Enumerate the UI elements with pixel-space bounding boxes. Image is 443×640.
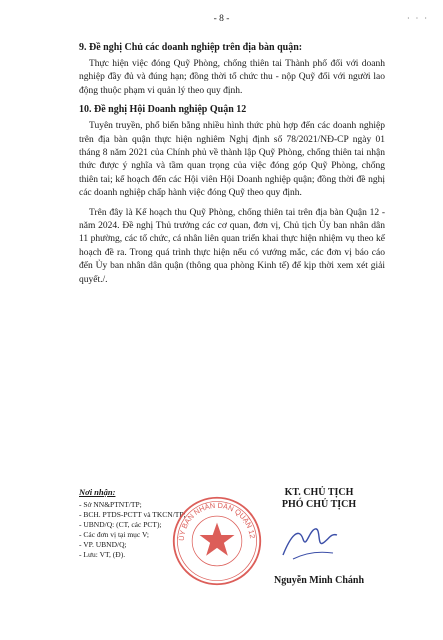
recipients-title: Nơi nhận: [79, 487, 116, 497]
signer-block [249, 487, 389, 586]
seal-text: ỦY BAN NHÂN DÂN QUẬN 12 [176, 500, 258, 542]
recipient-item: - Sở NN&PTNT/TP; [79, 500, 142, 509]
corner-mark: · · · [407, 14, 429, 23]
section-9-paragraph: Thực hiện việc đóng Quỹ Phòng, chống thiên tai Thành phố đối với doanh nghiệp đầy đủ và đúng hạn; đồng thời tổ chức thu - nộp Quỹ đối với người lao động thuộc phạm vi quản lý theo quy định. [79, 59, 385, 96]
document-footer [79, 487, 385, 607]
section-9-title: 9. Đề nghị Chủ các doanh nghiệp trên địa bàn quận: [79, 42, 303, 53]
signer-role-line2: PHÓ CHỦ TỊCH [281, 499, 357, 510]
recipient-item: - Các đơn vị tại mục V; [79, 530, 149, 539]
recipient-item: - BCH. PTDS-PCTT và TKCN/TP; [79, 510, 186, 519]
recipient-item: - Lưu: VT, (Đ). [79, 550, 126, 559]
recipient-item: - VP. UBND/Q; [79, 540, 127, 549]
handwritten-signature-icon [279, 517, 339, 567]
page-number: - 8 - [213, 14, 230, 24]
signer-name: Nguyễn Minh Chánh [273, 575, 365, 586]
section-10-title: 10. Đề nghị Hội Doanh nghiệp Quận 12 [79, 104, 247, 116]
official-seal-icon [171, 495, 263, 587]
document-body [79, 42, 385, 293]
signer-role-line1: KT. CHỦ TỊCH [284, 487, 354, 498]
section-10-paragraph: Tuyên truyền, phổ biến bằng nhiều hình thức phù hợp đến các doanh nghiệp trên địa bàn quận thực hiện nghiêm Nghị định số 78/2021/NĐ-CP ngày 01 tháng 8 năm 2021 của Chính phủ về thành lập Quỹ Phòng, chống thiên tai nhận thức được ý nghĩa và tầm quan trọng của việc đóng góp Quỹ Phòng, chống thiên tai; kế hoạch đến các Hội viên Hội Doanh nghiệp quận; đồng thời đề nghị các doanh nghiệp chấp hành việc đóng Quỹ theo quy định. [79, 121, 385, 199]
recipient-item: - UBND/Q: (CT, các PCT); [79, 520, 162, 529]
closing-paragraph: Trên đây là Kế hoạch thu Quỹ Phòng, chống thiên tai trên địa bàn Quận 12 - năm 2024. Đề nghị Thủ trưởng các cơ quan, đơn vị, Chủ tịch Ủy ban nhân dân 11 phường, các tổ chức, cá nhân liên quan triển khai thực hiện nhiệm vụ theo kế hoạch đề ra. Trong quá trình thực hiện nếu có vướng mắc, các đơn vị báo cáo đến Ủy ban nhân dân quận (thông qua phòng Kinh tế) để kịp thời xem xét giải quyết./. [79, 207, 385, 285]
